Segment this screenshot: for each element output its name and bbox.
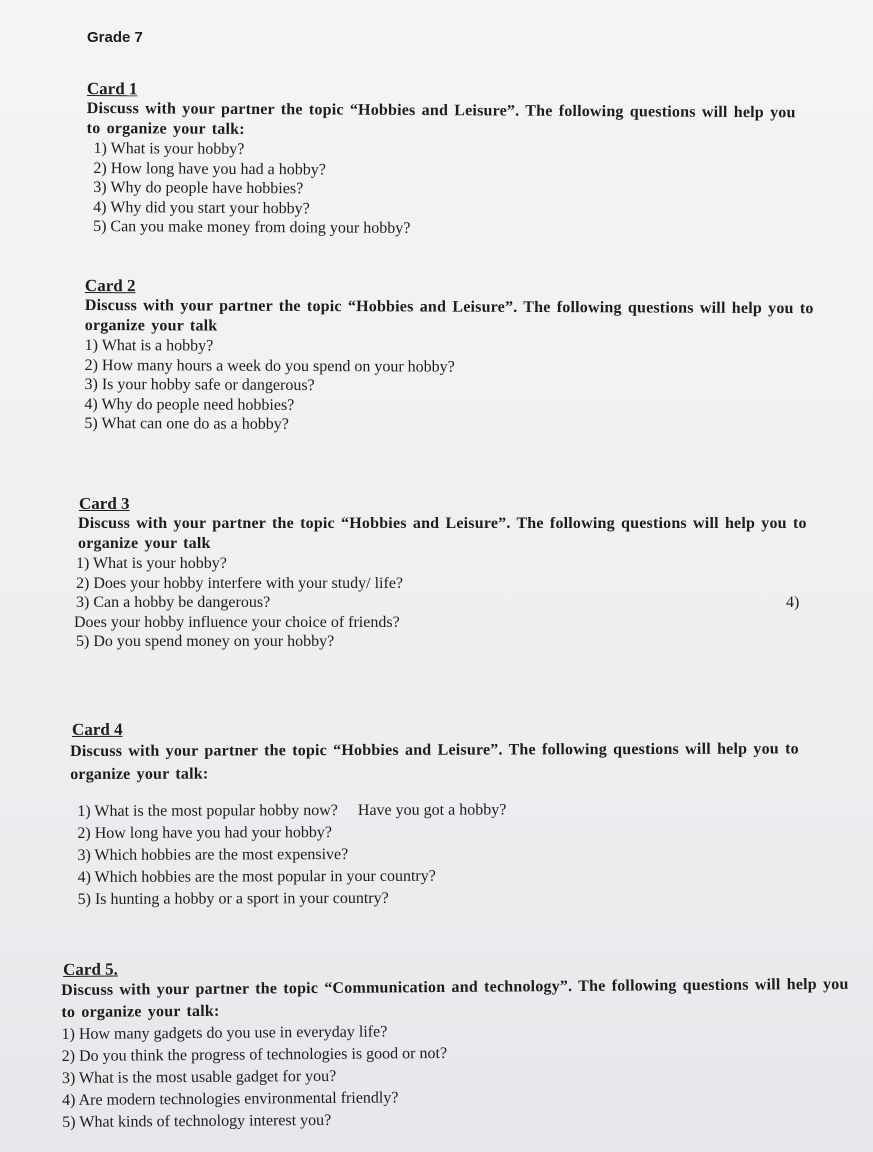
card-2 [84, 276, 845, 437]
question-item: 2) How long have you had a hobby? [93, 159, 326, 178]
question-list [77, 798, 830, 911]
card-title: Card 2 [84, 276, 136, 296]
question-item: 4) Why did you start your hobby? [93, 198, 310, 217]
question-item: 5) What can one do as a hobby? [84, 414, 289, 433]
question-item: 4) Why do people need hobbies? [84, 395, 295, 414]
card-1 [86, 79, 847, 241]
question-text: 3) Can a hobby be dangerous? [76, 594, 271, 611]
card-title: Card 4 [71, 719, 123, 739]
question-item: 4) Are modern technologies environmental friendly? [62, 1089, 399, 1109]
question-item: 3) Which hobbies are the most expensive? [77, 846, 349, 864]
grade-label: Grade 7 [87, 29, 143, 46]
card-intro: Discuss with your partner the topic “Hobbies and Leisure”. The following questions will help you to organize your talk [84, 296, 814, 335]
question-item: 3) Is your hobby safe or dangerous? [84, 375, 315, 395]
question-item: 5) What kinds of technology interest you? [62, 1111, 332, 1131]
question-item: 2) How long have you had your hobby? [77, 824, 333, 842]
question-item: 1) What is your hobby? [76, 555, 227, 572]
question-item: 5) Is hunting a hobby or a sport in your country? [77, 889, 389, 908]
question-item: Does your hobby influence your choice of friends? [74, 613, 400, 631]
question-number-fragment: 4) [786, 594, 800, 611]
card-4 [70, 717, 831, 911]
question-list [62, 1018, 868, 1134]
card-title: Card 5. [62, 959, 118, 979]
question-item: 1) How many gadgets do you use in everyday life? [61, 1023, 388, 1043]
question-item: 4) Which hobbies are the most popular in your country? [77, 867, 436, 886]
card-intro: Discuss with your partner the topic “Hobbies and Leisure”. The following questions will help you to organize your talk: [86, 99, 796, 138]
question-item: 1) What is the most popular hobby now? Have you got a hobby? [77, 801, 507, 820]
question-item: 2) How many hours a week do you spend on your hobby? [84, 356, 455, 376]
question-item: 1) What is a hobby? [84, 336, 214, 355]
question-item: 2) Does your hobby interfere with your study/ life? [76, 574, 404, 592]
question-list [93, 139, 847, 241]
card-5 [61, 954, 867, 1134]
question-item: 5) Do you spend money on your hobby? [76, 633, 335, 650]
question-list [84, 336, 844, 437]
card-intro: Discuss with your partner the topic “Hobbies and Leisure”. The following questions will help you to organize your talk [78, 515, 807, 552]
question-item: 2) Do you think the progress of technologies is good or not? [61, 1044, 448, 1065]
card-intro: Discuss with your partner the topic “Hobbies and Leisure”. The following questions will help you to organize your talk: [70, 740, 799, 783]
question-item: 1) What is your hobby? [93, 140, 245, 158]
question-item [76, 593, 836, 613]
question-item: 5) Can you make money from doing your hobby? [93, 218, 411, 237]
card-title: Card 3 [79, 494, 130, 513]
question-list [76, 554, 836, 652]
card-3 [76, 494, 836, 652]
question-item: 3) Why do people have hobbies? [93, 179, 304, 198]
question-item: 3) What is the most usable gadget for you? [61, 1067, 337, 1087]
card-title: Card 1 [86, 79, 138, 99]
card-intro: Discuss with your partner the topic “Communication and technology”. The following questions will help you to organize your talk: [61, 975, 849, 1021]
